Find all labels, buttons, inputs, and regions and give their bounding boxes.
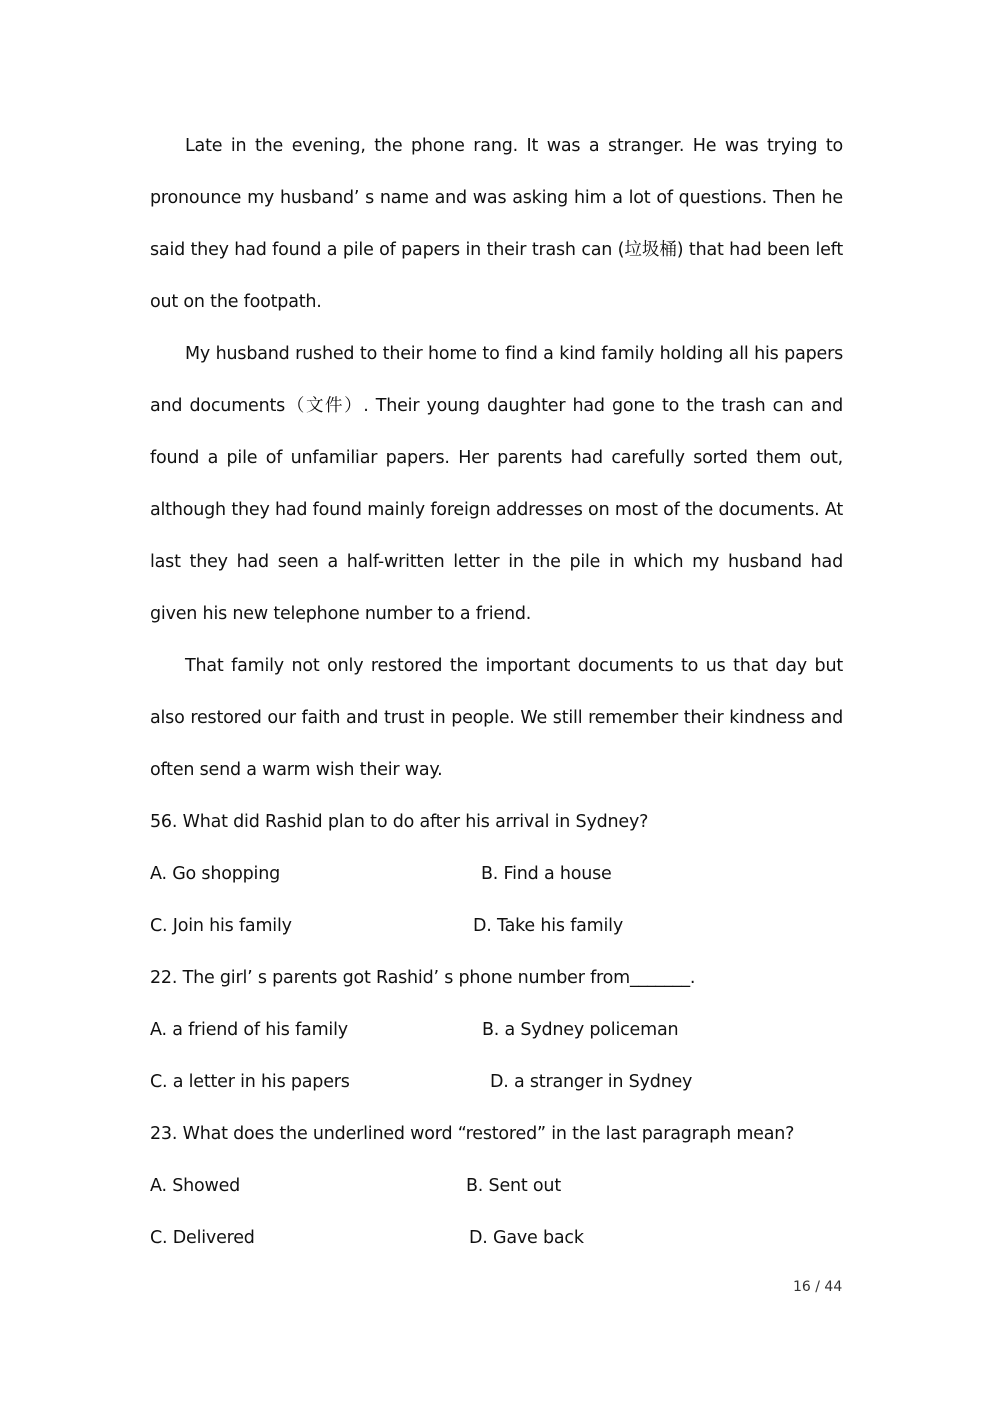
question-56-options-row-2	[150, 900, 843, 952]
question-23-stem: 23. What does the underlined word “restored” in the last paragraph mean?	[150, 1124, 795, 1144]
question-23-option-c: C. Delivered	[150, 1228, 255, 1248]
question-23-options-row-2	[150, 1212, 843, 1264]
document-body	[150, 120, 843, 1264]
question-22-option-c: C. a letter in his papers	[150, 1072, 350, 1092]
passage-paragraph-3: That family not only restored the important documents to us that day but also restored our faith and trust in people. We still remember their kindness and often send a warm wish their way.	[150, 656, 843, 780]
question-23-option-a: A. Showed	[150, 1176, 241, 1196]
question-56-options-row-1	[150, 848, 843, 900]
question-56-option-b: B. Find a house	[481, 864, 612, 884]
passage-paragraph-2: My husband rushed to their home to find a kind family holding all his papers and documents（文件）. Their young daughter had gone to the trash can and found a pile of unfamiliar papers. Her parents had carefully sorted them out, although they had found mainly foreign addresses on most of the documents. At last they had seen a half-written letter in the pile in which my husband had given his new telephone number to a friend.	[150, 344, 843, 624]
question-22-stem: 22. The girl’ s parents got Rashid’ s phone number from_______.	[150, 968, 696, 988]
passage-paragraph-1: Late in the evening, the phone rang. It was a stranger. He was trying to pronounce my husband’ s name and was asking him a lot of questions. Then he said they had found a pile of papers in their trash can (垃圾桶) that had been left out on the footpath.	[150, 136, 843, 312]
question-23-option-d: D. Gave back	[469, 1228, 584, 1248]
question-23-option-b: B. Sent out	[466, 1176, 561, 1196]
question-22-option-a: A. a friend of his family	[150, 1020, 348, 1040]
page-number: 16 / 44	[793, 1279, 843, 1295]
question-22-options-row-2	[150, 1056, 843, 1108]
question-23-options-row-1	[150, 1160, 843, 1212]
question-22-option-b: B. a Sydney policeman	[482, 1020, 679, 1040]
question-56-stem: 56. What did Rashid plan to do after his arrival in Sydney?	[150, 812, 649, 832]
question-22-options-row-1	[150, 1004, 843, 1056]
question-56-option-c: C. Join his family	[150, 916, 292, 936]
question-56-option-d: D. Take his family	[473, 916, 624, 936]
question-22-option-d: D. a stranger in Sydney	[490, 1072, 693, 1092]
question-56-option-a: A. Go shopping	[150, 864, 281, 884]
